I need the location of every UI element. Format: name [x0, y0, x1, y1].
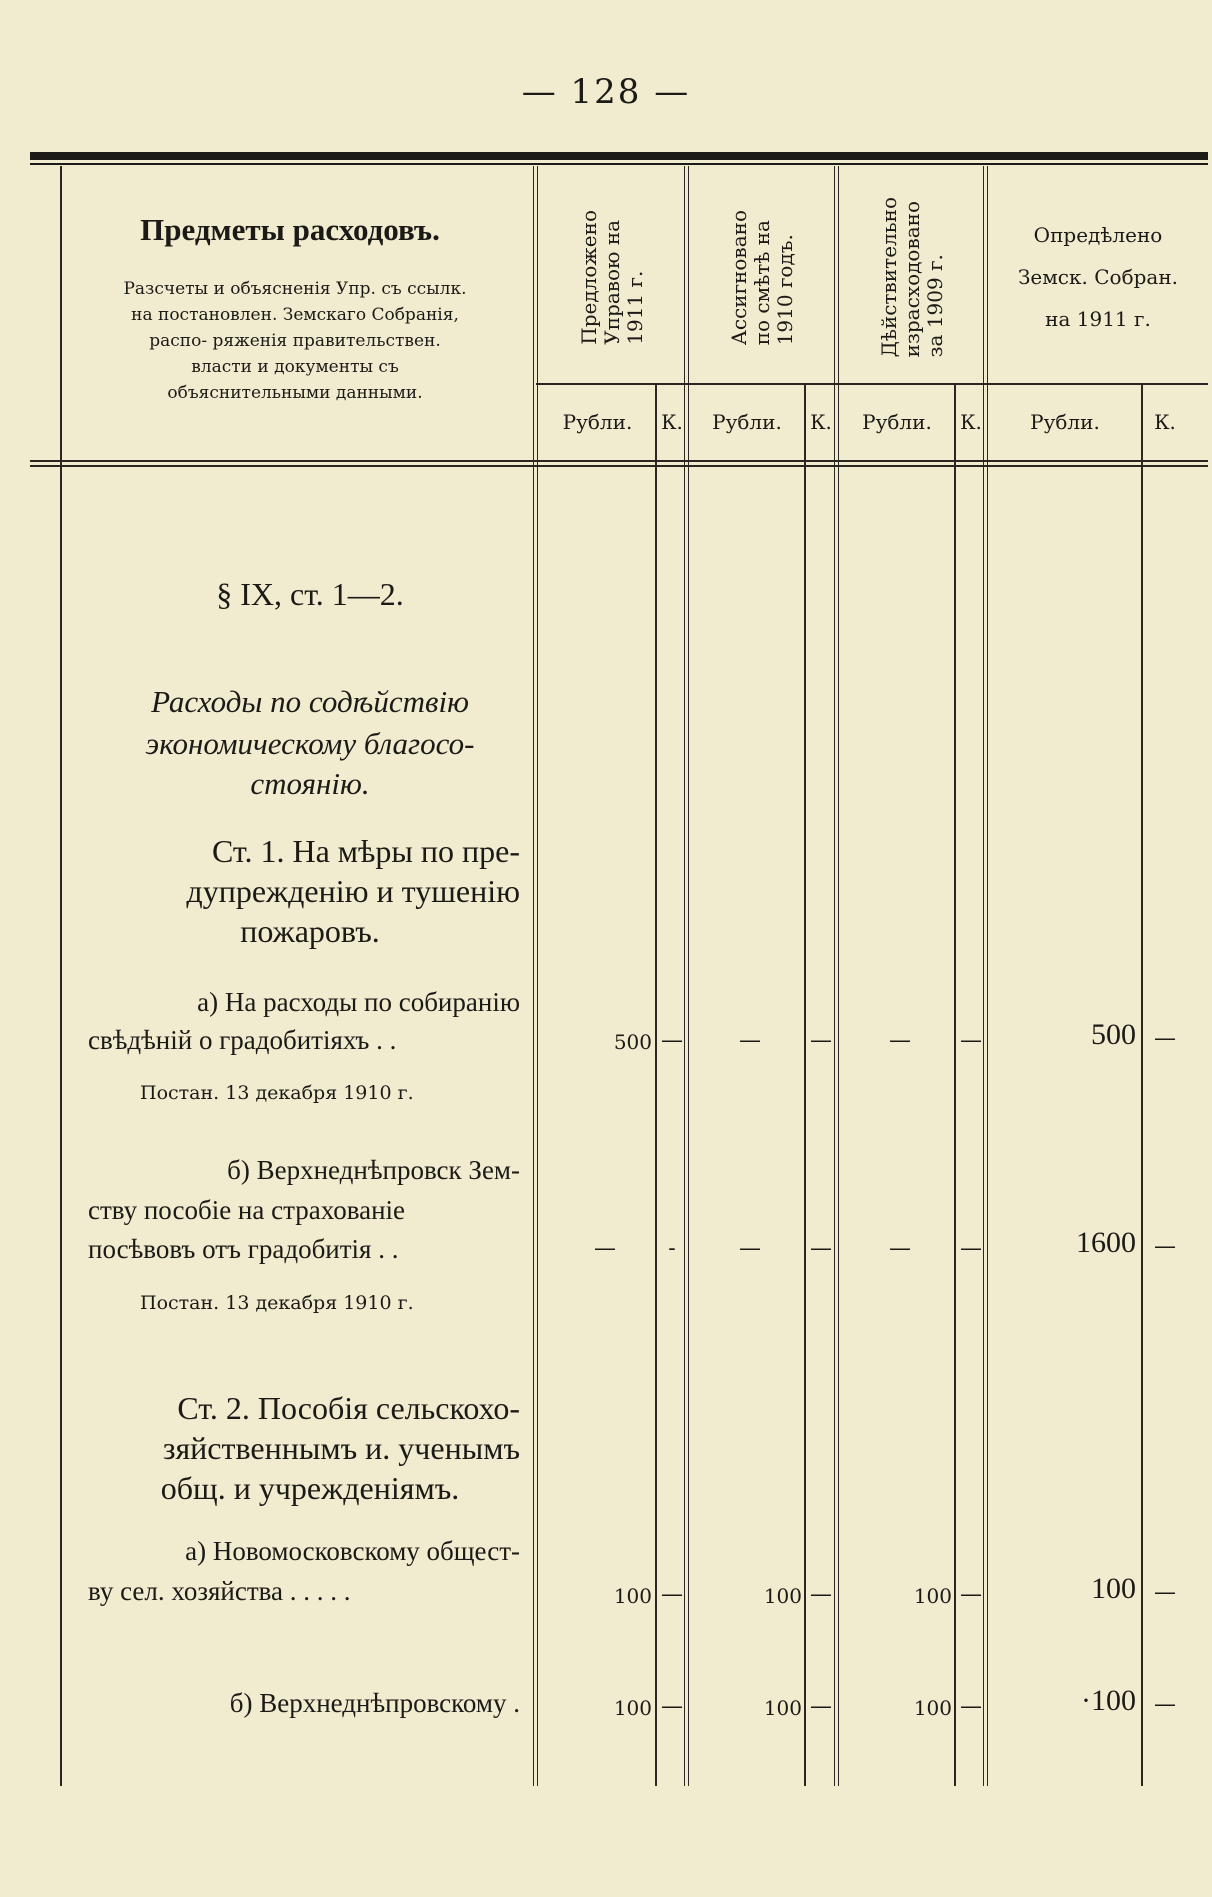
a1-determined-kop: — [1154, 1026, 1176, 1051]
page-number: — 128 — [521, 72, 691, 112]
item-b1-line-3: посѣвовъ отъ градобитія . . [88, 1234, 399, 1264]
item-a1-line-2: свѣдѣній о градобитіяхъ . . [88, 1025, 397, 1055]
header-bottom-line-1 [30, 460, 1208, 462]
item-b1-line-1: б) Верхнеднѣпровск Зем- [227, 1155, 520, 1185]
b2-assigned-rub: 100 [763, 1696, 802, 1720]
unit-kop-2: К. [810, 410, 832, 434]
article-2-line-1: Ст. 2. Пособія сельскохо- [177, 1390, 520, 1426]
header-title: Предметы расходовъ. [140, 212, 440, 247]
left-border-line [60, 166, 62, 1786]
kop-divider-1 [655, 384, 657, 1786]
b2-spent-kop: — [960, 1694, 982, 1719]
kop-divider-2 [804, 384, 806, 1786]
unit-rub-4: Рубли. [1030, 410, 1100, 434]
a1-determined-rub: 500 [1091, 1018, 1136, 1051]
section-subtitle-1: Расходы по содѣйствію [151, 684, 469, 719]
unit-rub-1: Рубли. [562, 410, 633, 434]
unit-kop-4: К. [1154, 410, 1176, 434]
b1-assigned-rub: — [739, 1236, 761, 1261]
b2-proposed-kop: — [661, 1694, 683, 1719]
item-b2-line-1: б) Верхнеднѣпровскому . [229, 1688, 520, 1718]
article-1-line-1: Ст. 1. На мѣры по пре- [211, 833, 520, 869]
header-bottom-line-2 [30, 465, 1208, 467]
item-a2-line-2: ву сел. хозяйства . . . . . [88, 1576, 351, 1606]
article-1-line-3: пожаровъ. [240, 913, 380, 949]
col-divider-4 [983, 166, 988, 1786]
a2-spent-rub: 100 [913, 1584, 952, 1608]
article-2-line-3: общ. и учрежденіямъ. [160, 1470, 460, 1506]
a2-spent-kop: — [960, 1582, 982, 1607]
top-rule-thin [30, 163, 1208, 165]
a2-proposed-kop: — [661, 1582, 683, 1607]
b1-spent-kop: — [960, 1236, 982, 1261]
item-a1-note: Постан. 13 декабря 1910 г. [140, 1082, 414, 1104]
a2-assigned-kop: — [810, 1582, 832, 1607]
unit-rub-3: Рубли. [862, 410, 932, 434]
kop-divider-3 [954, 384, 956, 1786]
unit-kop-3: К. [960, 410, 982, 434]
header-col-proposed: Предложено Управою на 1911 г. [577, 210, 647, 345]
top-rule-thick [30, 152, 1208, 160]
section-subtitle-3: стоянію. [250, 766, 370, 801]
b1-proposed-rub: — [594, 1236, 616, 1261]
b2-proposed-rub: 100 [613, 1696, 652, 1720]
item-a2-line-1: а) Новомосковскому общест- [185, 1536, 520, 1566]
a2-assigned-rub: 100 [763, 1584, 802, 1608]
article-2-line-2: зяйственнымъ и. ученымъ [162, 1430, 520, 1466]
header-note: Разсчеты и объясненія Упр. съ ссылк. на постановлен. Земскаго Собранія, распо- ряженія правительствен. власти и документы съ объяснительными данными. [123, 279, 467, 403]
col-divider-3 [834, 166, 839, 1786]
header-units-line [536, 383, 1208, 385]
article-1-line-2: дупрежденію и тушенію [186, 873, 520, 909]
section-heading: § IX, ст. 1—2. [216, 576, 404, 612]
item-a1-line-1: а) На расходы по собиранію [197, 987, 520, 1017]
b2-assigned-kop: — [810, 1694, 832, 1719]
kop-divider-4 [1141, 384, 1143, 1786]
b1-assigned-kop: — [810, 1236, 832, 1261]
b2-determined-rub: ·100 [1081, 1684, 1136, 1717]
section-subtitle-2: экономическому благосо- [145, 726, 475, 761]
a1-proposed-kop: — [661, 1028, 683, 1053]
a2-determined-kop: — [1154, 1580, 1176, 1605]
a1-assigned-rub: — [739, 1028, 761, 1053]
b1-determined-rub: 1600 [1076, 1226, 1136, 1259]
a1-proposed-rub: 500 [613, 1030, 652, 1054]
item-b1-line-2: ству пособіе на страхованіе [88, 1195, 405, 1225]
b1-spent-rub: — [889, 1236, 911, 1261]
a2-determined-rub: 100 [1091, 1572, 1136, 1605]
b1-proposed-kop: - [668, 1236, 676, 1261]
header-col-determined: Опредѣлено Земск. Собран. на 1911 г. [1017, 223, 1179, 331]
unit-rub-2: Рубли. [712, 410, 782, 434]
b1-determined-kop: — [1154, 1234, 1176, 1259]
col-divider-2 [684, 166, 689, 1786]
header-col-spent: Дѣйствительно израсходовано за 1909 г. [877, 197, 947, 358]
b2-spent-rub: 100 [913, 1696, 952, 1720]
header-col-assigned: Ассигновано по смѣтѣ на 1910 годъ. [727, 209, 797, 346]
item-b1-note: Постан. 13 декабря 1910 г. [140, 1292, 414, 1314]
a1-spent-kop: — [960, 1028, 982, 1053]
unit-kop-1: К. [661, 410, 683, 434]
a1-assigned-kop: — [810, 1028, 832, 1053]
a2-proposed-rub: 100 [613, 1584, 652, 1608]
b2-determined-kop: — [1154, 1692, 1176, 1717]
a1-spent-rub: — [889, 1028, 911, 1053]
